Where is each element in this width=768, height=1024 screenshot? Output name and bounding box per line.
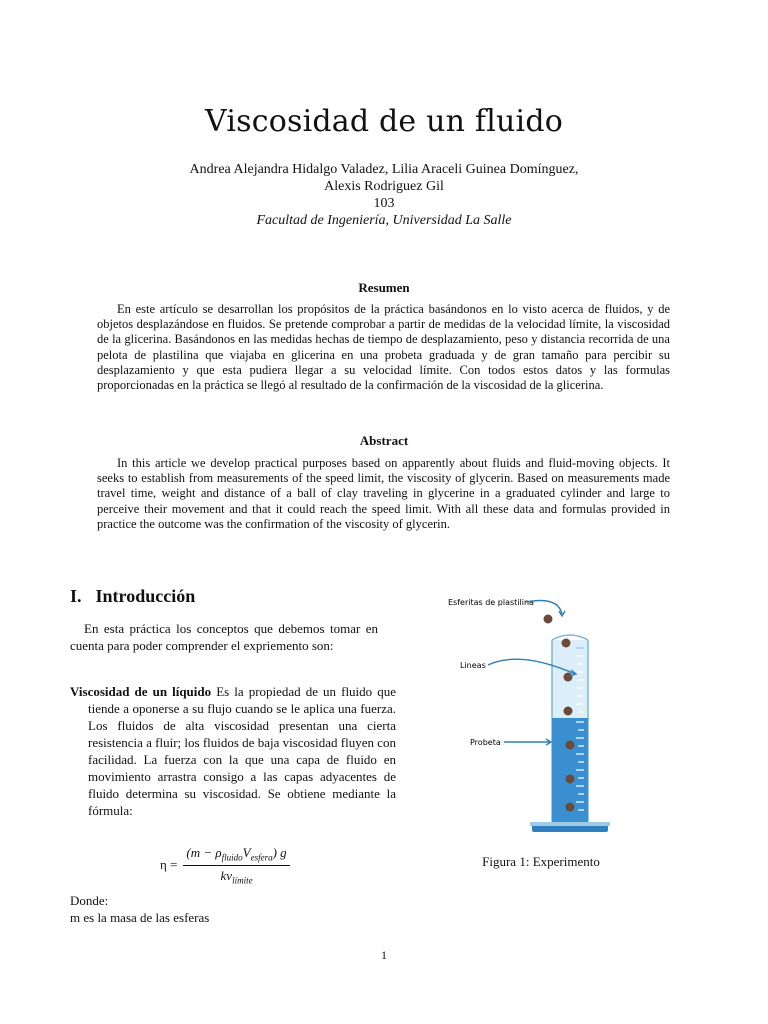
authors-line-1: Andrea Alejandra Hidalgo Valadez, Lilia Araceli Guinea Domínguez, — [189, 162, 579, 177]
formula-lhs: η = — [160, 857, 178, 873]
affiliation: Facultad de Ingeniería, Universidad La Salle — [256, 213, 512, 228]
viscosity-formula — [160, 845, 290, 885]
section-number: I. — [70, 586, 82, 606]
formula-numerator: $(m - \rho_{fluido}V_{esfera})$ g — [183, 845, 289, 866]
donde-label: Donde: — [70, 893, 109, 908]
formula-denominator: $kv_{límite}$ — [220, 867, 253, 886]
authors-line-2: Alexis Rodriguez Gil — [324, 179, 444, 194]
abstract-text: In this article we develop practical purposes based on apparently about fluids and fluid-moving objects. It seeks to establish from measurements of the speed limit, the viscosity of glycerin. Based on measurements made travel time, weight and distance of a ball of clay traveling in glycerine in a graduated cylinder and large to perceive their movement and that it could reach the speed limit. With all these data and formulas provided in practice the outcome was the confirmation of the viscosity of glycerin. — [97, 456, 670, 531]
formula-fraction — [183, 845, 289, 885]
label-probeta: Probeta — [470, 738, 501, 747]
abstract-heading: Abstract — [359, 433, 409, 448]
page-number: 1 — [381, 948, 387, 962]
authors-line-3: 103 — [373, 196, 395, 211]
section-heading — [70, 586, 195, 607]
author-block — [0, 161, 768, 229]
resumen-heading: Resumen — [358, 280, 410, 295]
label-esferitas: Esferitas de plastilina — [448, 598, 534, 607]
figure-caption: Figura 1: Experimento — [482, 854, 600, 869]
paper-title: Viscosidad de un fluido — [205, 104, 563, 139]
graduated-cylinder-illustration — [440, 590, 640, 838]
intro-paragraph: En esta práctica los conceptos que debemos tomar en cuenta para poder comprender el expriemento son: — [70, 621, 378, 653]
masa-definition: m es la masa de las esferas — [70, 910, 210, 925]
definition-text: Es la propiedad de un fluido que tiende a oponerse a su flujo cuando se le aplica una fuerza. Los fluidos de alta viscosidad presentan una cierta resistencia a fluir; los fluidos de baja viscosidad fluyen con facilidad. La fuerza con la que una capa de fluido en movimiento arrastra consigo a las capas adyacentes de fluido determina su viscosidad. Se obtiene mediante la fórmula: — [88, 684, 396, 818]
experiment-figure — [440, 590, 640, 838]
section-title: Introducción — [95, 586, 196, 606]
label-lineas: Lineas — [460, 661, 486, 670]
resumen-text: En este artículo se desarrollan los propósitos de la práctica basándonos en lo visto acerca de fluidos, y de objetos desplazándose en fluidos. Se pretende comprobar a partir de medidas de la velocidad límite, la viscosidad de la glicerina. Basándonos en las medidas hechas de tiempo de desplazamiento, peso y distancia recorrida de una pelota de plastilina que viajaba en glicerina en una probeta graduada y de gran tamaño para percibir su desplazamiento y que esta pudiera llegar a su velocidad límite. Con todos estos datos y las formulas proporcionadas en la práctica se llegó al resultado de la confirmación de la viscosidad de la glicerina. — [97, 302, 670, 393]
definition-term: Viscosidad de un líquido — [70, 684, 212, 699]
definition-paragraph — [70, 683, 396, 819]
